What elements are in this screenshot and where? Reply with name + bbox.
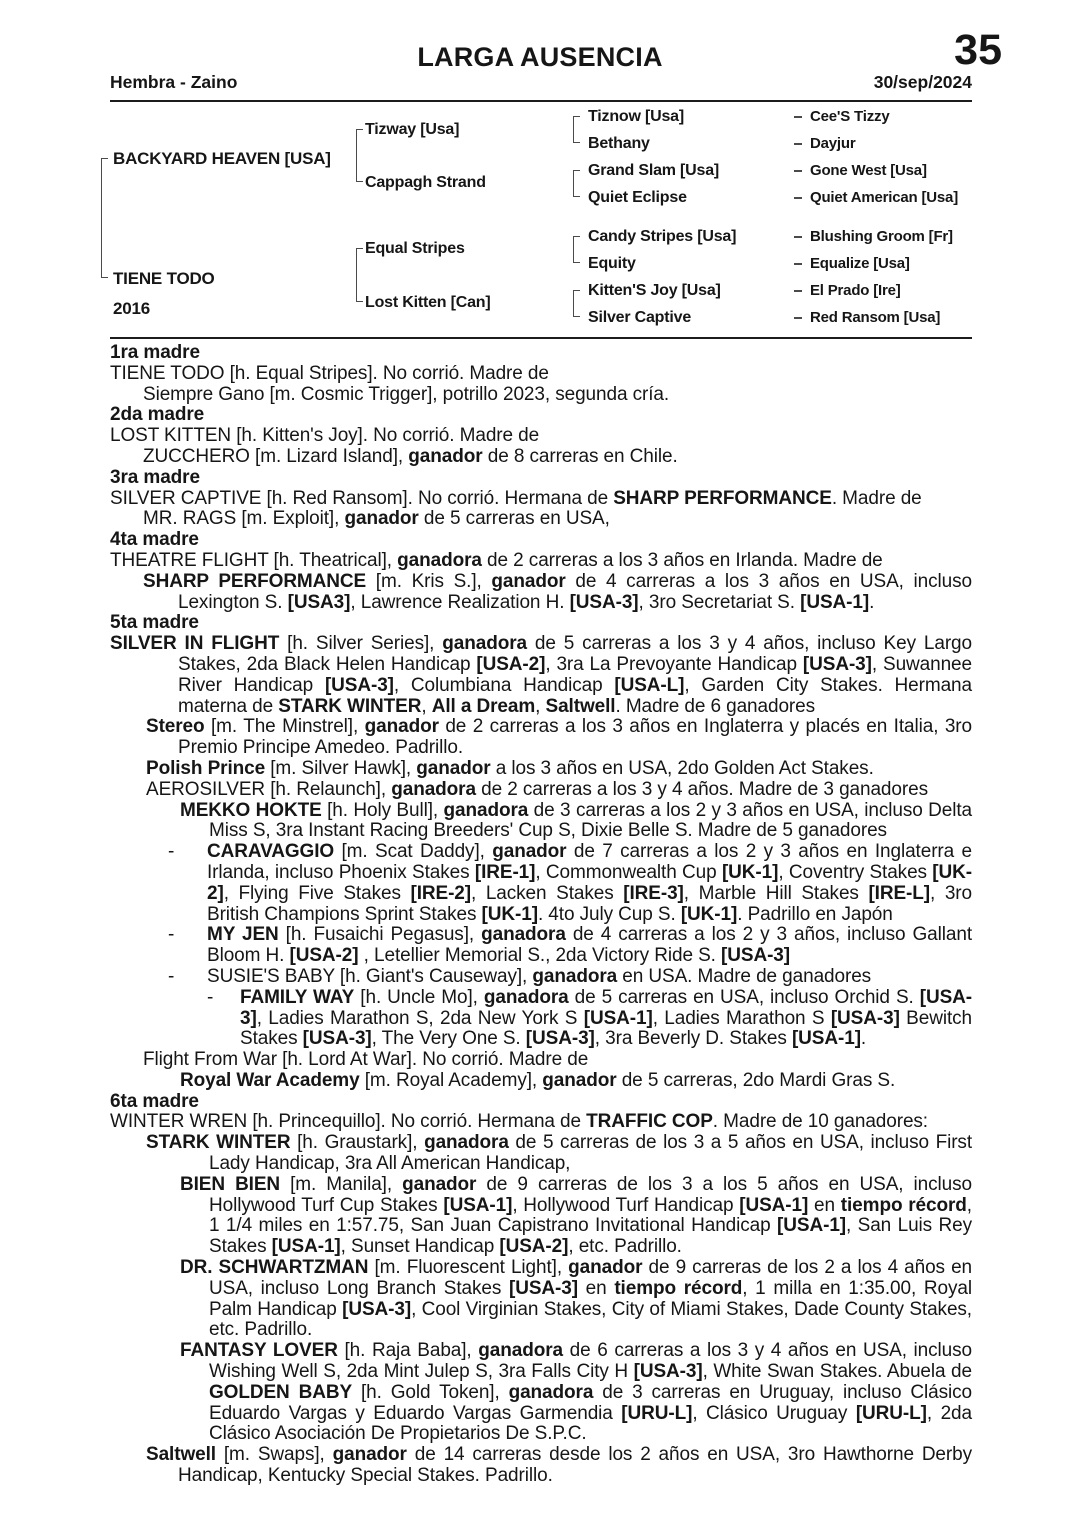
bold-run: Saltwell <box>146 1444 216 1466</box>
text-run: [h. Gold Token], <box>352 1381 509 1403</box>
text-run: de 8 carreras en Chile. <box>482 445 678 467</box>
bold-run: [USA-3] <box>302 1028 372 1050</box>
pedigree-name-gen3: Kitten'S Joy [Usa] <box>588 282 721 299</box>
text-run: , Letellier Memorial S., 2da Victory Ride S. <box>358 945 722 967</box>
pedigree-paragraph <box>110 1258 972 1341</box>
text-run: . Madre de 10 ganadores: <box>712 1111 928 1133</box>
pedigree-paragraph <box>110 1445 972 1487</box>
text-run: , Clásico Uruguay <box>692 1402 856 1424</box>
bold-run: [USA-1] <box>271 1236 341 1258</box>
bold-run: [USA-3] <box>324 674 394 696</box>
bold-run: [USA-3] <box>721 945 790 967</box>
text-run: de 5 carreras, 2do Mardi Gras S. <box>616 1069 896 1091</box>
text-run: , 1 1/4 miles en 1:57.75, San Juan Capistrano Invitational Handicap <box>209 1194 972 1237</box>
text-run: MR. RAGS [m. Exploit], <box>143 508 345 530</box>
pedigree-notes <box>110 343 972 1487</box>
section-heading: 4ta madre <box>110 529 199 551</box>
pedigree-bracket-gen3 <box>573 170 580 197</box>
pedigree-paragraph <box>110 759 972 780</box>
bold-run: Stereo <box>146 716 205 738</box>
text-run: [m. Kris S.], <box>366 570 492 592</box>
pedigree-name-gen3: Tiznow [Usa] <box>588 108 684 125</box>
text-run: . 4to July Cup S. <box>537 903 681 925</box>
text-run: , Hollywood Turf Handicap <box>512 1194 740 1216</box>
pedigree-name-gen4: Cee'S Tizzy <box>810 108 890 125</box>
text-run: de 9 carreras de los 3 a los 5 años en USA, incluso Hollywood Turf Cup Stakes <box>209 1173 972 1216</box>
bold-run: ganador <box>568 1257 643 1279</box>
bold-run: SHARP PERFORMANCE <box>613 487 832 509</box>
bold-run: [URU-L] <box>621 1402 693 1424</box>
bold-run: CARAVAGGIO <box>207 841 335 863</box>
text-run: , Coventry Stakes <box>778 861 933 883</box>
pedigree-paragraph <box>110 426 972 447</box>
bold-run: [USA-2] <box>499 1236 569 1258</box>
text-run: de 2 carreras a los 3 años en Irlanda. Madre de <box>481 549 883 571</box>
section-heading: 1ra madre <box>110 342 200 363</box>
pedigree-paragraph <box>110 1050 972 1071</box>
text-run: , 2da Clásico Asociación De Propietarios De S.P.C. <box>209 1402 972 1445</box>
pedigree-dam-year: 2016 <box>113 299 151 318</box>
bold-run: STARK WINTER <box>278 695 422 717</box>
pedigree-name-gen4: Red Ransom [Usa] <box>810 309 941 326</box>
bold-run: ganador <box>344 508 419 530</box>
page-number: 35 <box>954 26 1002 74</box>
text-run: , Garden City Stakes. Hermana materna de <box>178 674 972 717</box>
text-run: , Flying Five Stakes <box>223 882 411 904</box>
pedigree-name-gen4: Equalize [Usa] <box>810 255 910 272</box>
pedigree-name-gen3: Quiet Eclipse <box>588 189 687 206</box>
text-run: . <box>869 591 875 613</box>
page-title: LARGA AUSENCIA <box>417 42 663 72</box>
pedigree-connector <box>794 143 802 145</box>
pedigree-connector <box>794 197 802 199</box>
pedigree-connector <box>794 263 802 265</box>
bold-run: ganadora <box>532 965 618 987</box>
pedigree-paragraph <box>110 1071 972 1092</box>
text-run: en USA. Madre de ganadores <box>617 965 872 987</box>
bold-run: All a Dream <box>431 695 536 717</box>
text-run: [m. Royal Academy], <box>359 1069 543 1091</box>
bold-run: [USA-3] <box>342 1298 412 1320</box>
pedigree-name-gen2: Tizway [Usa] <box>365 121 460 138</box>
bold-run: [UK-1] <box>680 903 738 925</box>
text-run: [m. Swaps], <box>215 1444 333 1466</box>
text-run: de 14 carreras desde los 2 años en USA, 3ro Hawthorne Derby Handicap, Kentucky Special Stakes. Padrillo. <box>178 1444 972 1487</box>
pedigree-paragraph <box>110 1175 972 1258</box>
text-run: [m. Silver Hawk], <box>265 757 417 779</box>
section-heading: 3ra madre <box>110 466 200 488</box>
bold-run: [USA-3] <box>508 1277 578 1299</box>
bold-run: Polish Prince <box>146 757 266 779</box>
pedigree-name-gen4: Quiet American [Usa] <box>810 189 958 206</box>
text-run: , Ladies Marathon S <box>652 1007 831 1029</box>
section-heading: 2da madre <box>110 404 205 426</box>
text-run: . Madre de 6 ganadores <box>615 695 816 717</box>
text-run: , 3ro Secretariat S. <box>638 591 801 613</box>
bold-run: STARK WINTER <box>146 1132 291 1154</box>
text-run: a los 3 años en USA, 2do Golden Act Stakes. <box>490 757 874 779</box>
bold-run: [USA-L] <box>614 674 685 696</box>
text-run: SUSIE'S BABY [h. Giant's Causeway], <box>207 965 533 987</box>
bold-run: [USA3] <box>287 591 351 613</box>
bold-run: [USA-1] <box>443 1194 513 1216</box>
text-run: . <box>860 1028 867 1050</box>
text-run: Bewitch Stakes <box>240 1007 972 1050</box>
text-run: , Ladies Marathon S, 2da New York S <box>256 1007 584 1029</box>
pedigree-name-gen4: El Prado [Ire] <box>810 282 901 299</box>
text-run: , The Very One S. <box>371 1028 526 1050</box>
pedigree-connector <box>794 170 802 172</box>
pedigree-paragraph <box>110 509 972 530</box>
bold-run: [USA-1] <box>791 1028 861 1050</box>
bold-run: SHARP PERFORMANCE <box>143 570 367 592</box>
text-run: ZUCCHERO [m. Lizard Island], <box>143 445 409 467</box>
pedigree-bracket-gen1 <box>101 158 108 278</box>
text-run: [h. Holy Bull], <box>321 799 444 821</box>
text-run: , <box>535 695 546 717</box>
dash-marker: - <box>168 965 175 987</box>
text-run: , San Luis Rey Stakes <box>209 1215 972 1258</box>
pedigree-name-gen3: Grand Slam [Usa] <box>588 162 720 179</box>
pedigree-name-gen4: Dayjur <box>810 135 856 152</box>
text-run: de 2 carreras a los 3 años en Inglaterra y placés en Italia, 3ro Premio Principe Amedeo. Padrillo. <box>178 716 972 759</box>
text-run: SILVER CAPTIVE [h. Red Ransom]. No corrió. Hermana de <box>110 487 614 509</box>
text-run: , Columbiana Handicap <box>393 674 615 696</box>
text-run: [h. Graustark], <box>290 1132 425 1154</box>
bold-run: BIEN BIEN <box>180 1173 281 1195</box>
bold-run: [USA-3] <box>633 1361 703 1383</box>
text-run: . Padrillo en Japón <box>737 903 893 925</box>
bold-run: [USA-2] <box>289 945 359 967</box>
pedigree-paragraph <box>110 1341 972 1445</box>
text-run: . Madre de <box>831 487 922 509</box>
pedigree-rule <box>110 337 972 339</box>
pedigree-paragraph <box>110 717 972 759</box>
pedigree-name-gen3: Silver Captive <box>588 309 692 326</box>
bold-run: [UK-2] <box>207 861 972 904</box>
bold-run: SILVER IN FLIGHT <box>110 633 280 655</box>
bold-run: [UK-1] <box>481 903 538 925</box>
pedigree-bracket-gen3 <box>573 116 580 143</box>
bold-run: ganadora <box>508 1381 594 1403</box>
text-run: , Sunset Handicap <box>340 1236 500 1258</box>
text-run: , etc. Padrillo. <box>568 1236 682 1258</box>
pedigree-name-gen2: Cappagh Strand <box>365 174 486 191</box>
dash-marker: - <box>207 986 214 1008</box>
pedigree-connector <box>794 317 802 319</box>
text-run: THEATRE FLIGHT [h. Theatrical], <box>110 549 398 571</box>
text-run: Flight From War [h. Lord At War]. No corrió. Madre de <box>143 1049 589 1071</box>
text-run: , White Swan Stakes. Abuela de <box>702 1361 972 1383</box>
text-run: , Commonwealth Cup <box>535 861 722 883</box>
pedigree-name-gen3: Candy Stripes [Usa] <box>588 228 737 245</box>
bold-run: [URU-L] <box>855 1402 927 1424</box>
pedigree-paragraph <box>110 988 972 1050</box>
bold-run: [IRE-1] <box>474 861 536 883</box>
text-run: , 3ra La Prevoyante Handicap <box>545 653 803 675</box>
bold-run: ganadora <box>443 799 529 821</box>
bold-run: ganador <box>491 570 566 592</box>
text-run: , Lacken Stakes <box>471 882 624 904</box>
text-run: Siempre Gano [m. Cosmic Trigger], potrillo 2023, segunda cría. <box>143 383 670 405</box>
text-run: [m. Fluorescent Light], <box>368 1257 569 1279</box>
bold-run: [USA-3] <box>569 591 639 613</box>
bold-run: MEKKO HOKTE <box>180 799 322 821</box>
text-run: , Lawrence Realization H. <box>350 591 570 613</box>
bold-run: [USA-3] <box>240 986 973 1029</box>
bold-run: ganadora <box>481 924 566 946</box>
pedigree-paragraph <box>110 572 972 614</box>
pedigree-connector <box>794 236 802 238</box>
text-run: de 5 carreras en USA, incluso Orchid S. <box>568 986 920 1008</box>
text-run: LOST KITTEN [h. Kitten's Joy]. No corrió. Madre de <box>110 425 540 447</box>
bold-run: [USA-1] <box>739 1194 809 1216</box>
bold-run: [USA-3] <box>802 653 872 675</box>
pedigree-paragraph <box>110 967 972 988</box>
text-run: de 6 carreras a los 3 y 4 años en USA, incluso Wishing Well S, 2da Mint Julep S, 3ra Falls City H <box>209 1340 972 1383</box>
bold-run: [IRE-2] <box>410 882 472 904</box>
text-run: de 4 carreras a los 2 y 3 años, incluso Gallant Bloom H. <box>207 924 973 967</box>
text-run: WINTER WREN [h. Princequillo]. No corrió. Hermana de <box>110 1111 587 1133</box>
text-run: de 3 carreras a los 2 y 3 años en USA, incluso Delta Miss S, 3ra Instant Racing Breeders' Cup S, Dixie Belle S. Madre de 5 ganadores <box>209 799 973 842</box>
text-run: , 1 milla en 1:35.00, Royal Palm Handicap <box>209 1277 972 1320</box>
pedigree-bracket-gen3 <box>573 236 580 263</box>
pedigree-bracket-gen2 <box>356 129 363 182</box>
pedigree-name-gen2: Equal Stripes <box>365 240 465 257</box>
pedigree-paragraph <box>110 1133 972 1175</box>
pedigree-name-gen4: Blushing Groom [Fr] <box>810 228 953 245</box>
header-subrow <box>110 72 972 93</box>
text-run: , 3ro British Champions Sprint Stakes <box>207 882 972 925</box>
dash-marker: - <box>168 841 175 863</box>
pedigree-bracket-gen3 <box>573 290 580 317</box>
text-run: , Cool Virginian Stakes, City of Miami Stakes, Dade County Stakes, etc. Padrillo. <box>209 1298 972 1341</box>
text-run: de 5 carreras a los 3 y 4 años, incluso Key Largo Stakes, 2da Black Helen Handicap <box>178 633 972 675</box>
pedigree-paragraph <box>110 1112 972 1133</box>
pedigree-chart <box>110 101 972 337</box>
bold-run: ganador <box>542 1069 617 1091</box>
text-run: , Marble Hill Stakes <box>683 882 869 904</box>
bold-run: [USA-1] <box>777 1215 847 1237</box>
bold-run: [UK-1] <box>721 861 779 883</box>
bold-run: [IRE-L] <box>868 882 931 904</box>
pedigree-sire-name: BACKYARD HEAVEN [USA] <box>113 149 331 168</box>
bold-run: ganador <box>492 841 567 863</box>
text-run: de 4 carreras a los 3 años en USA, incluso Lexington S. <box>178 570 972 613</box>
text-run: [h. Raja Baba], <box>337 1340 479 1362</box>
pedigree-dam-name: TIENE TODO <box>113 269 215 288</box>
bold-run: [USA-1] <box>583 1007 653 1029</box>
bold-run: ganadora <box>391 778 476 800</box>
text-run: [m. The Minstrel], <box>204 716 365 738</box>
text-run: , 3ra Beverly D. Stakes <box>594 1028 792 1050</box>
bold-run: ganador <box>332 1444 407 1466</box>
text-run: [h. Uncle Mo], <box>354 986 484 1008</box>
bold-run: [USA-3] <box>830 1007 900 1029</box>
bold-run: DR. SCHWARTZMAN <box>180 1257 369 1279</box>
bold-run: FAMILY WAY <box>240 986 355 1008</box>
bold-run: MY JEN <box>207 924 279 946</box>
pedigree-name-gen3: Equity <box>588 255 636 272</box>
text-run: , Suwannee River Handicap <box>178 653 972 696</box>
bold-run: Royal War Academy <box>180 1069 360 1091</box>
pedigree-paragraph <box>110 842 972 925</box>
text-run: de 5 carreras de los 3 a 5 años en USA, incluso First Lady Handicap, 3ra All American Handicap, <box>209 1132 973 1175</box>
text-run: de 5 carreras en USA, <box>418 508 610 530</box>
pedigree-connector <box>794 116 802 118</box>
bold-run: ganadora <box>397 549 482 571</box>
date-label: 30/sep/2024 <box>873 72 972 92</box>
pedigree-paragraph <box>110 925 972 967</box>
pedigree-paragraph <box>110 634 972 717</box>
bold-run: [IRE-3] <box>623 882 684 904</box>
pedigree-paragraph <box>110 801 972 843</box>
bold-run: ganador <box>402 1173 477 1195</box>
bold-run: [USA-1] <box>800 591 870 613</box>
pedigree-name-gen3: Bethany <box>588 135 650 152</box>
dash-marker: - <box>168 924 175 946</box>
pedigree-paragraph <box>110 780 972 801</box>
bold-run: ganador <box>408 445 483 467</box>
text-run: , <box>421 695 432 717</box>
text-run: [m. Manila], <box>280 1173 403 1195</box>
text-run: TIENE TODO [h. Equal Stripes]. No corrió. Madre de <box>110 362 549 384</box>
text-run: [h. Fusaichi Pegasus], <box>278 924 482 946</box>
bold-run: [USA-2] <box>476 653 546 675</box>
pedigree-paragraph <box>110 447 972 468</box>
text-run: en <box>577 1277 615 1299</box>
text-run: AEROSILVER [h. Relaunch], <box>146 778 392 800</box>
pedigree-name-gen4: Gone West [Usa] <box>810 162 927 179</box>
bold-run: Saltwell <box>545 695 616 717</box>
bold-run: ganadora <box>478 1340 563 1362</box>
bold-run: GOLDEN BABY <box>209 1381 353 1403</box>
section-heading: 6ta madre <box>110 1090 199 1112</box>
pedigree-paragraph <box>110 489 972 510</box>
bold-run: tiempo récord <box>614 1277 743 1299</box>
pedigree-paragraph <box>110 551 972 572</box>
bold-run: TRAFFIC COP <box>586 1111 713 1133</box>
pedigree-name-gen2: Lost Kitten [Can] <box>365 294 491 311</box>
bold-run: ganador <box>416 757 491 779</box>
bold-run: ganador <box>364 716 439 738</box>
pedigree-paragraph <box>110 385 972 406</box>
bold-run: tiempo récord <box>840 1194 967 1216</box>
pedigree-paragraph <box>110 364 972 385</box>
bold-run: ganadora <box>442 633 527 655</box>
text-run: de 9 carreras de los 2 a los 4 años en USA, incluso Long Branch Stakes <box>209 1257 973 1299</box>
bold-run: [USA-3] <box>525 1028 595 1050</box>
bold-run: ganadora <box>424 1132 509 1154</box>
sex-coat-label: Hembra - Zaino <box>110 72 238 92</box>
pedigree-connector <box>794 290 802 292</box>
text-run: [h. Silver Series], <box>279 633 443 655</box>
section-heading: 5ta madre <box>110 612 199 634</box>
text-run: en <box>808 1194 841 1216</box>
text-run: de 7 carreras a los 2 y 3 años en Inglaterra e Irlanda, incluso Phoenix Stakes <box>207 841 972 883</box>
pedigree-bracket-gen2 <box>356 248 363 302</box>
text-run: de 3 carreras en Uruguay, incluso Clásico Eduardo Vargas y Eduardo Vargas Garmendia <box>209 1381 972 1424</box>
bold-run: ganadora <box>483 986 569 1008</box>
text-run: de 2 carreras a los 3 y 4 años. Madre de 3 ganadores <box>475 778 928 800</box>
text-run: [m. Scat Daddy], <box>334 841 493 863</box>
bold-run: FANTASY LOVER <box>180 1340 338 1362</box>
